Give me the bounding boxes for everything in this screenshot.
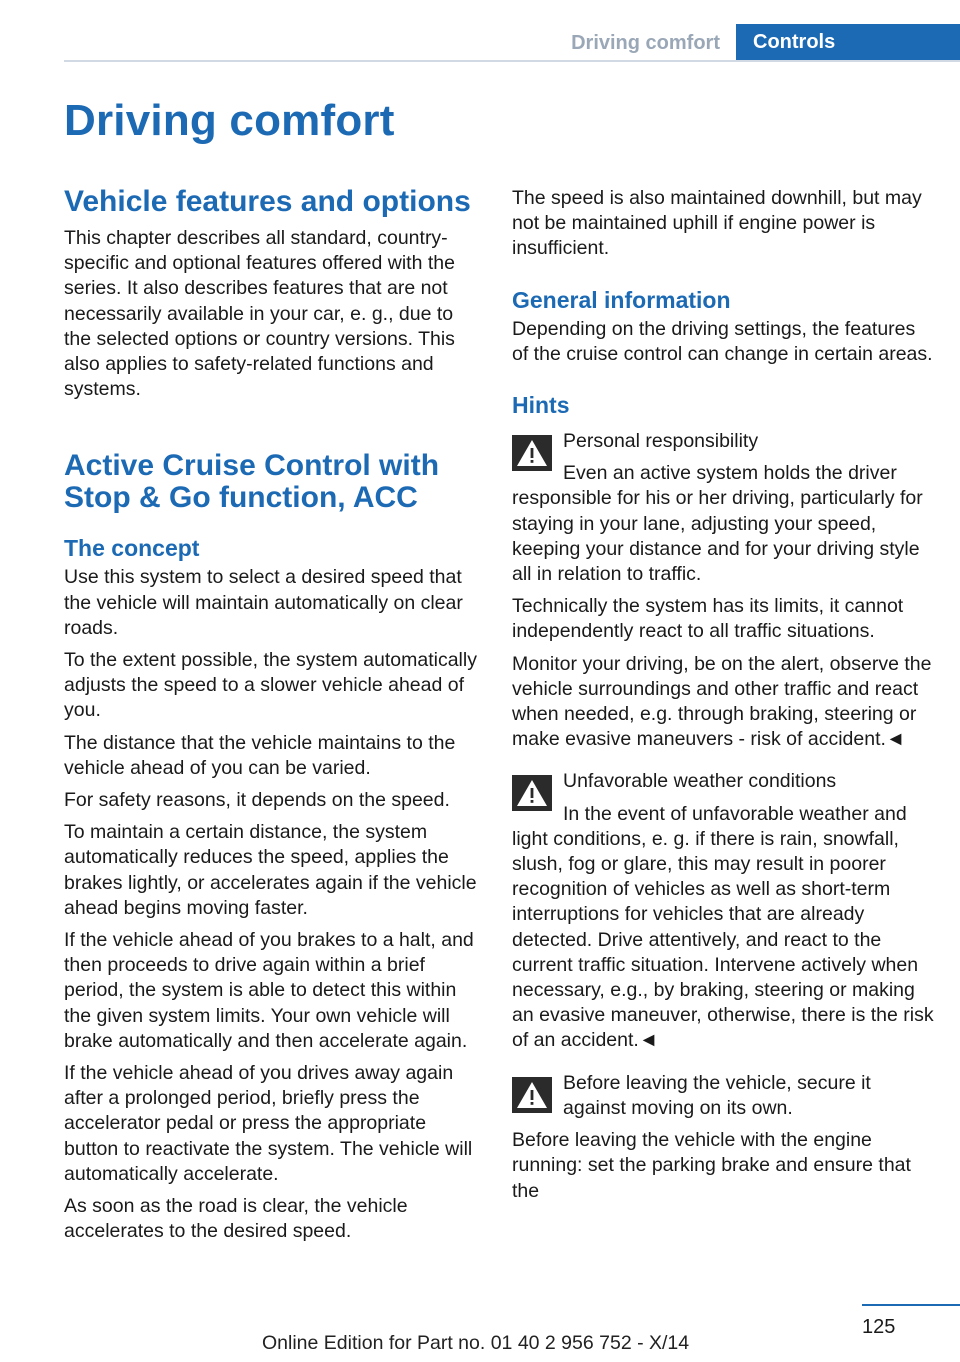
page-number: 125 xyxy=(862,1316,896,1338)
warning-title: Unfavorable weather conditions xyxy=(563,770,837,793)
paragraph-general-information: Depending on the driving settings, the features of the cruise control can change in certain areas. xyxy=(512,317,933,365)
paragraph-concept-1: Use this system to select a desired speed that the vehicle will maintain automatically on clear roads. xyxy=(64,566,463,639)
header-chapter-tab: Controls xyxy=(736,24,960,62)
footer-edition: Online Edition for Part no. 01 40 2 956 752 - X/14 xyxy=(262,1332,690,1354)
page-header xyxy=(0,0,960,64)
left-column xyxy=(64,186,484,1245)
paragraph-before-leaving: Before leaving the vehicle with the engine running: set the parking brake and ensure that the xyxy=(512,1129,911,1202)
paragraph-concept-7: If the vehicle ahead of you drives away again after a prolonged period, briefly press the accelerator pedal or press the appropriate button to reactivate the system. The vehicle will automatically accelerate. xyxy=(64,1062,473,1185)
header-divider xyxy=(64,60,960,62)
paragraph-vehicle-features: This chapter describes all standard, country-specific and optional features offered with the series. It also describes features that are not necessarily available in your car, e. g., due to the selected options or country versions. This also applies to safety-related functions and systems. xyxy=(64,227,455,401)
paragraph-concept-6: If the vehicle ahead of you brakes to a halt, and then proceeds to drive again within a brief period, the system is able to detect this within the given system limits. Your own vehicle will brake automatically and then accelerate again. xyxy=(64,929,474,1052)
right-column xyxy=(512,186,936,1204)
warning-triangle-icon xyxy=(512,1077,552,1113)
header-section-label: Driving comfort xyxy=(571,32,720,54)
page-title: Driving comfort xyxy=(64,96,395,145)
warning-personal-responsibility xyxy=(512,429,936,587)
heading-acc: Active Cruise Control with Stop & Go function, ACC xyxy=(64,449,440,515)
warning-secure-vehicle xyxy=(512,1071,936,1121)
paragraph-concept-2: To the extent possible, the system automatically adjusts the speed to a slower vehicle ahead of you. xyxy=(64,649,477,722)
heading-concept: The concept xyxy=(64,535,200,562)
paragraph-concept-8: As soon as the road is clear, the vehicle accelerates to the desired speed. xyxy=(64,1195,408,1243)
warning-triangle-icon xyxy=(512,775,552,811)
heading-vehicle-features: Vehicle features and options xyxy=(64,185,471,218)
warning-triangle-icon xyxy=(512,435,552,471)
warning-title: Personal responsibility xyxy=(563,430,759,453)
paragraph-concept-4: For safety reasons, it depends on the speed. xyxy=(64,789,450,812)
paragraph-concept-3: The distance that the vehicle maintains to the vehicle ahead of you can be varied. xyxy=(64,731,456,779)
paragraph-system-limits: Technically the system has its limits, it cannot independently react to all traffic situations. xyxy=(512,595,904,643)
warning-unfavorable-weather xyxy=(512,769,936,1053)
paragraph-monitor-driving: Monitor your driving, be on the alert, observe the vehicle surroundings and other traffic and react when needed, e.g. through braking, steering or make evasive maneuvers - risk of accident.◄ xyxy=(512,652,932,751)
paragraph-downhill: The speed is also maintained downhill, but may not be maintained uphill if engine power is insufficient. xyxy=(512,187,922,260)
warning-title: Before leaving the vehicle, secure it against moving on its own. xyxy=(563,1071,871,1119)
footer-divider xyxy=(862,1304,960,1306)
warning-text: Even an active system holds the driver responsible for his or her driving, particularly for staying in your lane, adjusting your speed, keeping your distance and for your driving style all in relation to traffic. xyxy=(512,462,923,586)
warning-text: In the event of unfavorable weather and light conditions, e. g. if there is rain, snowfall, slush, fog or glare, this may result in poorer recognition of vehicles as well as short-term interruptions for vehicles that are already detected. Drive attentively, and react to the current traffic situation. Intervene actively when necessary, e.g., by braking, steering or making an evasive maneuver, otherwise, there is the risk of an accident.◄ xyxy=(512,802,934,1052)
heading-hints: Hints xyxy=(512,392,570,419)
heading-general-information: General information xyxy=(512,286,731,313)
paragraph-concept-5: To maintain a certain distance, the system automatically reduces the speed, applies the brakes lightly, or accelerates again if the vehicle ahead begins moving faster. xyxy=(64,821,477,919)
